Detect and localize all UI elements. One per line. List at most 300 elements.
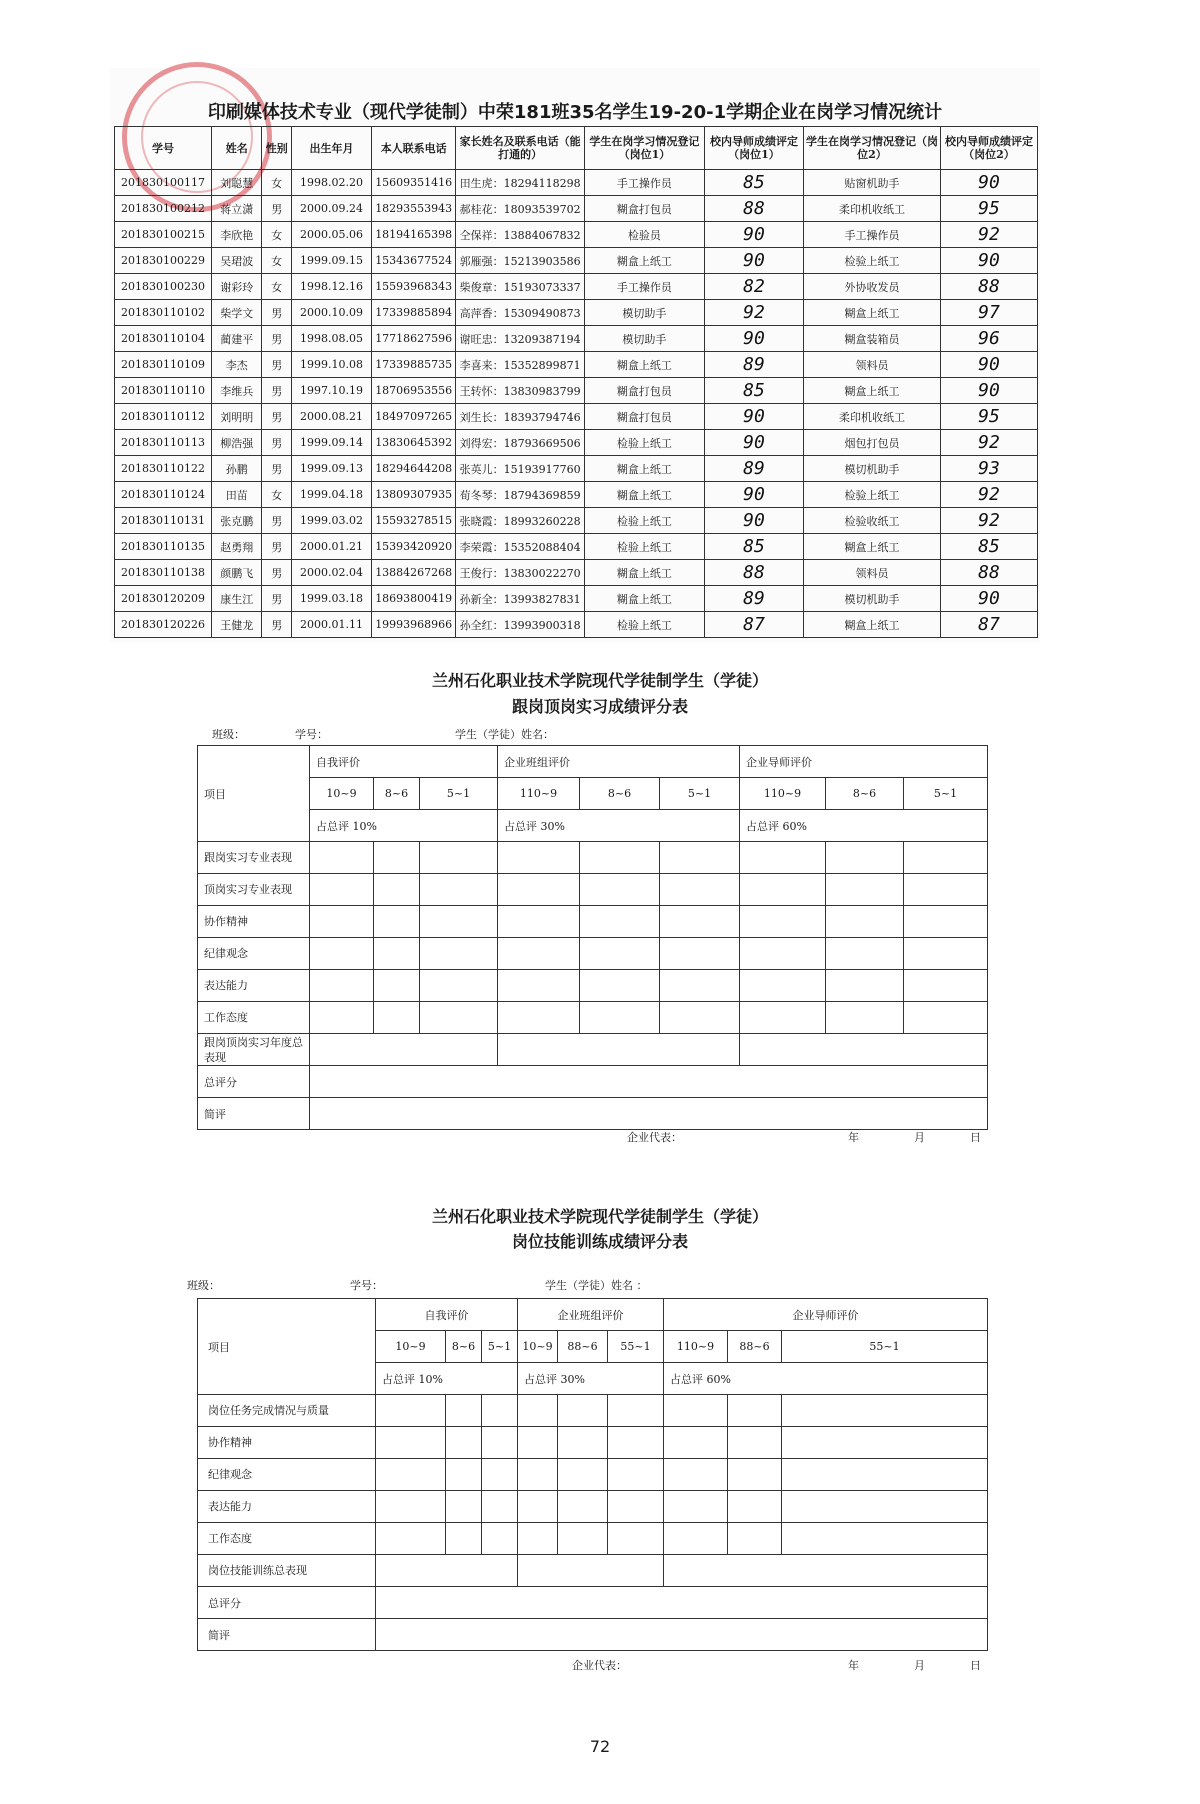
- score-input-cell[interactable]: [498, 906, 580, 938]
- score-input-cell[interactable]: [664, 1427, 728, 1459]
- table-cell: 2000.10.09: [291, 300, 371, 326]
- table-cell: 男: [262, 430, 292, 456]
- score-input-cell[interactable]: [660, 906, 740, 938]
- table-cell: 康生江: [211, 586, 262, 612]
- handwritten-score-cell: 85: [704, 378, 803, 404]
- table-cell: 1999.09.14: [291, 430, 371, 456]
- score-input-cell[interactable]: [446, 1427, 482, 1459]
- mentor-eval-header: 企业导师评价: [664, 1299, 988, 1331]
- team-weight: 占总评 30%: [518, 1363, 664, 1395]
- form3-title-line1: 兰州石化职业技术学院现代学徒制学生（学徒）: [431, 1207, 768, 1226]
- score-input-cell[interactable]: [376, 1555, 518, 1587]
- handwritten-score-cell: 82: [704, 274, 803, 300]
- table-cell: 1998.02.20: [291, 170, 371, 196]
- table-cell: 模切助手: [584, 300, 704, 326]
- score-input-cell[interactable]: [826, 906, 904, 938]
- table-cell: 1999.09.13: [291, 456, 371, 482]
- score-row: [198, 1427, 988, 1459]
- range-cell: 10~9: [376, 1331, 446, 1363]
- table-cell: 糊盒上纸工: [804, 378, 941, 404]
- table-cell: 领料员: [804, 352, 941, 378]
- range-cell: 5~1: [482, 1331, 518, 1363]
- score-input-cell[interactable]: [660, 874, 740, 906]
- score-input-cell[interactable]: [446, 1395, 482, 1427]
- score-input-cell[interactable]: [498, 970, 580, 1002]
- table-cell: 2000.01.21: [291, 534, 371, 560]
- comment-label: 简评: [198, 1619, 376, 1651]
- score-input-cell[interactable]: [740, 874, 826, 906]
- table-cell: 检验上纸工: [584, 508, 704, 534]
- table-cell: 男: [262, 612, 292, 638]
- score-input-cell[interactable]: [374, 938, 420, 970]
- column-header: 校内导师成绩评定（岗位2）: [940, 127, 1037, 170]
- table-cell: 柔印机收纸工: [804, 196, 941, 222]
- table-row: [115, 508, 1038, 534]
- score-input-cell[interactable]: [420, 970, 498, 1002]
- column-header: 学号: [115, 127, 212, 170]
- table-cell: 糊盒打包员: [584, 196, 704, 222]
- handwritten-score-cell: 90: [704, 248, 803, 274]
- score-input-cell[interactable]: [608, 1491, 664, 1523]
- table-cell: 13809307935: [372, 482, 456, 508]
- score-input-cell[interactable]: [728, 1395, 782, 1427]
- table-cell: 18194165398: [372, 222, 456, 248]
- table-cell: 15343677524: [372, 248, 456, 274]
- form3-score-rows: [198, 1395, 988, 1587]
- table-cell: 15593968343: [372, 274, 456, 300]
- table-cell: 王俊行：13830022270: [456, 560, 585, 586]
- score-input-cell[interactable]: [420, 906, 498, 938]
- score-input-cell[interactable]: [482, 1459, 518, 1491]
- column-header: 校内导师成绩评定（岗位1）: [704, 127, 803, 170]
- table-cell: 男: [262, 352, 292, 378]
- table-row: [115, 196, 1038, 222]
- score-row: [198, 1555, 988, 1587]
- score-row: [198, 970, 988, 1002]
- score-input-cell[interactable]: [826, 1002, 904, 1034]
- score-input-cell[interactable]: [498, 1002, 580, 1034]
- score-input-cell[interactable]: [558, 1459, 608, 1491]
- table-row: [115, 300, 1038, 326]
- table-cell: 男: [262, 586, 292, 612]
- score-input-cell[interactable]: [420, 874, 498, 906]
- score-input-cell[interactable]: [664, 1555, 988, 1587]
- table-cell: 模切助手: [584, 326, 704, 352]
- column-header: 性别: [262, 127, 292, 170]
- score-input-cell[interactable]: [518, 1459, 558, 1491]
- table-cell: 刘聪慧: [211, 170, 262, 196]
- score-input-cell[interactable]: [826, 938, 904, 970]
- score-input-cell[interactable]: [374, 842, 420, 874]
- table-row: [115, 326, 1038, 352]
- score-input-cell[interactable]: [374, 1002, 420, 1034]
- table-cell: 201830100215: [115, 222, 212, 248]
- table-cell: 13884267268: [372, 560, 456, 586]
- table-cell: 2000.05.06: [291, 222, 371, 248]
- self-weight: 占总评 10%: [310, 810, 498, 842]
- column-header: 家长姓名及联系电话（能打通的）: [456, 127, 585, 170]
- score-row-label: 纪律观念: [198, 1459, 376, 1491]
- form2-score-rows: [198, 842, 988, 1066]
- score-input-cell[interactable]: [664, 1395, 728, 1427]
- score-input-cell[interactable]: [904, 842, 988, 874]
- table-cell: 检验上纸工: [584, 612, 704, 638]
- table-cell: 蔺建平: [211, 326, 262, 352]
- score-input-cell[interactable]: [740, 1002, 826, 1034]
- range-cell: 88~6: [558, 1331, 608, 1363]
- table-cell: 15609351416: [372, 170, 456, 196]
- table-cell: 15593278515: [372, 508, 456, 534]
- score-input-cell[interactable]: [728, 1523, 782, 1555]
- score-row-label: 跟岗实习专业表现: [198, 842, 310, 874]
- score-input-cell[interactable]: [580, 1002, 660, 1034]
- table-cell: 201830120226: [115, 612, 212, 638]
- table-cell: 1999.03.02: [291, 508, 371, 534]
- score-input-cell[interactable]: [310, 906, 374, 938]
- score-row: [198, 1523, 988, 1555]
- range-cell: 110~9: [664, 1331, 728, 1363]
- table-row: [115, 534, 1038, 560]
- score-input-cell[interactable]: [782, 1523, 988, 1555]
- score-input-cell[interactable]: [664, 1491, 728, 1523]
- score-input-cell[interactable]: [518, 1555, 664, 1587]
- table-cell: 田生虎：18294118298: [456, 170, 585, 196]
- table-cell: 201830110124: [115, 482, 212, 508]
- range-cell: 8~6: [446, 1331, 482, 1363]
- table-cell: 男: [262, 378, 292, 404]
- score-input-cell[interactable]: [310, 842, 374, 874]
- table-cell: 仝保祥：13884067832: [456, 222, 585, 248]
- score-input-cell[interactable]: [310, 1002, 374, 1034]
- table-cell: 男: [262, 560, 292, 586]
- score-input-cell[interactable]: [608, 1523, 664, 1555]
- internship-score-table: [197, 745, 988, 1130]
- table-cell: 18293553943: [372, 196, 456, 222]
- score-input-cell[interactable]: [498, 1034, 740, 1066]
- score-input-cell[interactable]: [728, 1427, 782, 1459]
- table-cell: 王转怀：13830983799: [456, 378, 585, 404]
- score-input-cell[interactable]: [376, 1491, 446, 1523]
- table-cell: 田苗: [211, 482, 262, 508]
- score-input-cell[interactable]: [782, 1491, 988, 1523]
- score-input-cell[interactable]: [376, 1523, 446, 1555]
- handwritten-score-cell: 87: [704, 612, 803, 638]
- table-cell: 糊盒上纸工: [584, 456, 704, 482]
- score-input-cell[interactable]: [310, 970, 374, 1002]
- form2-rep-label: 企业代表：: [627, 1131, 682, 1144]
- score-row-label: 纪律观念: [198, 938, 310, 970]
- score-row-label: 岗位任务完成情况与质量: [198, 1395, 376, 1427]
- score-input-cell[interactable]: [608, 1395, 664, 1427]
- range-cell: 110~9: [740, 778, 826, 810]
- skill-training-score-table: [197, 1298, 988, 1651]
- handwritten-score-cell: 88: [940, 560, 1037, 586]
- score-input-cell[interactable]: [782, 1395, 988, 1427]
- table-cell: 201830110110: [115, 378, 212, 404]
- table-row: [115, 248, 1038, 274]
- score-input-cell[interactable]: [420, 938, 498, 970]
- statistics-table: [114, 126, 1038, 638]
- table-cell: 糊盒上纸工: [584, 482, 704, 508]
- table-cell: 17339885894: [372, 300, 456, 326]
- table-cell: 糊盒上纸工: [804, 612, 941, 638]
- score-input-cell[interactable]: [740, 906, 826, 938]
- table-cell: 郭雁强：15213903586: [456, 248, 585, 274]
- range-cell: 8~6: [374, 778, 420, 810]
- score-input-cell[interactable]: [580, 874, 660, 906]
- score-input-cell[interactable]: [660, 842, 740, 874]
- score-input-cell[interactable]: [580, 842, 660, 874]
- table-row: [115, 430, 1038, 456]
- table-row: [115, 612, 1038, 638]
- score-input-cell[interactable]: [420, 1002, 498, 1034]
- table-cell: 男: [262, 300, 292, 326]
- table-cell: 检验上纸工: [804, 248, 941, 274]
- table-cell: 检验上纸工: [804, 482, 941, 508]
- table-cell: 15393420920: [372, 534, 456, 560]
- table-cell: 201830110109: [115, 352, 212, 378]
- score-input-cell[interactable]: [580, 938, 660, 970]
- score-input-cell[interactable]: [558, 1491, 608, 1523]
- table-cell: 201830110112: [115, 404, 212, 430]
- score-input-cell[interactable]: [740, 970, 826, 1002]
- score-row: [198, 1459, 988, 1491]
- table-cell: 检验上纸工: [584, 534, 704, 560]
- score-input-cell[interactable]: [374, 906, 420, 938]
- score-input-cell[interactable]: [664, 1459, 728, 1491]
- table-cell: 谢彩玲: [211, 274, 262, 300]
- table-cell: 201830110113: [115, 430, 212, 456]
- table-cell: 201830100230: [115, 274, 212, 300]
- table-cell: 1999.10.08: [291, 352, 371, 378]
- table-cell: 糊盒上纸工: [584, 352, 704, 378]
- score-input-cell[interactable]: [420, 842, 498, 874]
- handwritten-score-cell: 90: [940, 378, 1037, 404]
- handwritten-score-cell: 92: [940, 222, 1037, 248]
- score-input-cell[interactable]: [518, 1427, 558, 1459]
- score-input-cell[interactable]: [498, 938, 580, 970]
- handwritten-score-cell: 92: [704, 300, 803, 326]
- comment-field[interactable]: [376, 1619, 988, 1651]
- table-cell: 糊盒上纸工: [804, 300, 941, 326]
- score-input-cell[interactable]: [740, 842, 826, 874]
- score-input-cell[interactable]: [310, 874, 374, 906]
- form2-month: 月: [914, 1131, 925, 1144]
- form2-year: 年: [848, 1131, 859, 1144]
- form3-class-label: 班级：: [187, 1279, 220, 1292]
- handwritten-score-cell: 89: [704, 456, 803, 482]
- score-input-cell[interactable]: [826, 874, 904, 906]
- form3-title-line2: 岗位技能训练成绩评分表: [511, 1232, 688, 1251]
- score-input-cell[interactable]: [782, 1427, 988, 1459]
- score-input-cell[interactable]: [580, 906, 660, 938]
- column-header: 出生年月: [291, 127, 371, 170]
- table-cell: 1999.09.15: [291, 248, 371, 274]
- score-row: [198, 938, 988, 970]
- score-input-cell[interactable]: [608, 1427, 664, 1459]
- score-row: [198, 906, 988, 938]
- score-input-cell[interactable]: [608, 1459, 664, 1491]
- team-weight: 占总评 30%: [498, 810, 740, 842]
- table-cell: 1999.04.18: [291, 482, 371, 508]
- score-row-label: 跟岗顶岗实习年度总表现: [198, 1034, 310, 1066]
- score-input-cell[interactable]: [740, 1034, 988, 1066]
- handwritten-score-cell: 87: [940, 612, 1037, 638]
- score-row-label: 工作态度: [198, 1002, 310, 1034]
- table-row: [115, 482, 1038, 508]
- score-input-cell[interactable]: [498, 874, 580, 906]
- score-input-cell[interactable]: [558, 1523, 608, 1555]
- score-input-cell[interactable]: [482, 1427, 518, 1459]
- score-input-cell[interactable]: [446, 1459, 482, 1491]
- score-input-cell[interactable]: [374, 874, 420, 906]
- table-cell: 18706953556: [372, 378, 456, 404]
- score-input-cell[interactable]: [904, 970, 988, 1002]
- score-input-cell[interactable]: [660, 938, 740, 970]
- table-cell: 13830645392: [372, 430, 456, 456]
- column-header: 本人联系电话: [372, 127, 456, 170]
- score-input-cell[interactable]: [664, 1523, 728, 1555]
- total-score-label: 总评分: [198, 1066, 310, 1098]
- score-input-cell[interactable]: [740, 938, 826, 970]
- table-cell: 刘得宏：18793669506: [456, 430, 585, 456]
- table-cell: 男: [262, 534, 292, 560]
- handwritten-score-cell: 90: [704, 222, 803, 248]
- score-input-cell[interactable]: [446, 1523, 482, 1555]
- score-input-cell[interactable]: [518, 1491, 558, 1523]
- table-cell: 201830110138: [115, 560, 212, 586]
- table-cell: 1999.03.18: [291, 586, 371, 612]
- score-row-label: 顶岗实习专业表现: [198, 874, 310, 906]
- score-input-cell[interactable]: [904, 938, 988, 970]
- table-cell: 柴俊章：15193073337: [456, 274, 585, 300]
- team-eval-header: 企业班组评价: [498, 746, 740, 778]
- table-cell: 2000.02.04: [291, 560, 371, 586]
- score-row: [198, 1034, 988, 1066]
- table-cell: 手工操作员: [584, 170, 704, 196]
- table-cell: 201830110122: [115, 456, 212, 482]
- score-row: [198, 1491, 988, 1523]
- self-eval-header: 自我评价: [310, 746, 498, 778]
- table-cell: 刘明明: [211, 404, 262, 430]
- table-row: [115, 274, 1038, 300]
- table1-title: 印刷媒体技术专业（现代学徒制）中荣181班35名学生19-20-1学期企业在岗学习情况统计: [207, 102, 943, 123]
- score-input-cell[interactable]: [482, 1395, 518, 1427]
- score-row-label: 表达能力: [198, 970, 310, 1002]
- score-input-cell[interactable]: [518, 1523, 558, 1555]
- score-input-cell[interactable]: [826, 970, 904, 1002]
- table-cell: 女: [262, 248, 292, 274]
- handwritten-score-cell: 85: [704, 534, 803, 560]
- score-input-cell[interactable]: [904, 906, 988, 938]
- handwritten-score-cell: 90: [704, 404, 803, 430]
- table-cell: 18693800419: [372, 586, 456, 612]
- table-cell: 谢旺忠：13209387194: [456, 326, 585, 352]
- score-input-cell[interactable]: [310, 1034, 498, 1066]
- table-row: [115, 352, 1038, 378]
- table-cell: 王健龙: [211, 612, 262, 638]
- score-input-cell[interactable]: [482, 1523, 518, 1555]
- score-input-cell[interactable]: [374, 970, 420, 1002]
- range-cell: 55~1: [608, 1331, 664, 1363]
- form2-title-line1: 兰州石化职业技术学院现代学徒制学生（学徒）: [431, 671, 768, 690]
- score-input-cell[interactable]: [580, 970, 660, 1002]
- total-score-field[interactable]: [376, 1587, 988, 1619]
- score-input-cell[interactable]: [518, 1395, 558, 1427]
- score-input-cell[interactable]: [782, 1459, 988, 1491]
- score-row-label: 工作态度: [198, 1523, 376, 1555]
- table-row: [115, 586, 1038, 612]
- score-input-cell[interactable]: [728, 1459, 782, 1491]
- table-row: [115, 456, 1038, 482]
- table-cell: 模切机助手: [804, 456, 941, 482]
- score-input-cell[interactable]: [904, 874, 988, 906]
- comment-field[interactable]: [310, 1098, 988, 1130]
- score-input-cell[interactable]: [376, 1427, 446, 1459]
- comment-label: 简评: [198, 1098, 310, 1130]
- self-weight: 占总评 10%: [376, 1363, 518, 1395]
- handwritten-score-cell: 90: [940, 352, 1037, 378]
- handwritten-score-cell: 88: [940, 274, 1037, 300]
- score-input-cell[interactable]: [482, 1491, 518, 1523]
- score-input-cell[interactable]: [660, 1002, 740, 1034]
- column-header: 学生在岗学习情况登记（岗位1）: [584, 127, 704, 170]
- table-cell: 贴窗机助手: [804, 170, 941, 196]
- range-cell: 8~6: [580, 778, 660, 810]
- table-cell: 糊盒上纸工: [584, 560, 704, 586]
- table-cell: 刘生长：18393794746: [456, 404, 585, 430]
- table-cell: 孙全红：13993900318: [456, 612, 585, 638]
- table-cell: 手工操作员: [804, 222, 941, 248]
- score-input-cell[interactable]: [558, 1395, 608, 1427]
- score-input-cell[interactable]: [498, 842, 580, 874]
- score-input-cell[interactable]: [660, 970, 740, 1002]
- range-cell: 110~9: [498, 778, 580, 810]
- total-score-field[interactable]: [310, 1066, 988, 1098]
- table-cell: 颜鹏飞: [211, 560, 262, 586]
- score-row: [198, 1395, 988, 1427]
- table-cell: 糊盒上纸工: [584, 586, 704, 612]
- handwritten-score-cell: 90: [704, 326, 803, 352]
- handwritten-score-cell: 88: [704, 196, 803, 222]
- table-cell: 高萍香：15309490873: [456, 300, 585, 326]
- score-row-label: 协作精神: [198, 1427, 376, 1459]
- table-cell: 2000.08.21: [291, 404, 371, 430]
- table-cell: 检验员: [584, 222, 704, 248]
- score-input-cell[interactable]: [728, 1491, 782, 1523]
- score-input-cell[interactable]: [310, 938, 374, 970]
- table-cell: 201830110131: [115, 508, 212, 534]
- handwritten-score-cell: 89: [704, 352, 803, 378]
- score-input-cell[interactable]: [826, 842, 904, 874]
- table-cell: 糊盒装箱员: [804, 326, 941, 352]
- table-cell: 检验收纸工: [804, 508, 941, 534]
- table-cell: 2000.09.24: [291, 196, 371, 222]
- score-input-cell[interactable]: [376, 1395, 446, 1427]
- score-input-cell[interactable]: [376, 1459, 446, 1491]
- table-cell: 张晓霞：18993260228: [456, 508, 585, 534]
- handwritten-score-cell: 89: [704, 586, 803, 612]
- table-cell: 李荣霞：15352088404: [456, 534, 585, 560]
- score-input-cell[interactable]: [558, 1427, 608, 1459]
- score-input-cell[interactable]: [446, 1491, 482, 1523]
- score-input-cell[interactable]: [904, 1002, 988, 1034]
- form3-rep-label: 企业代表：: [572, 1659, 627, 1672]
- score-row: [198, 842, 988, 874]
- team-eval-header: 企业班组评价: [518, 1299, 664, 1331]
- table-row: [115, 170, 1038, 196]
- table-cell: 检验上纸工: [584, 430, 704, 456]
